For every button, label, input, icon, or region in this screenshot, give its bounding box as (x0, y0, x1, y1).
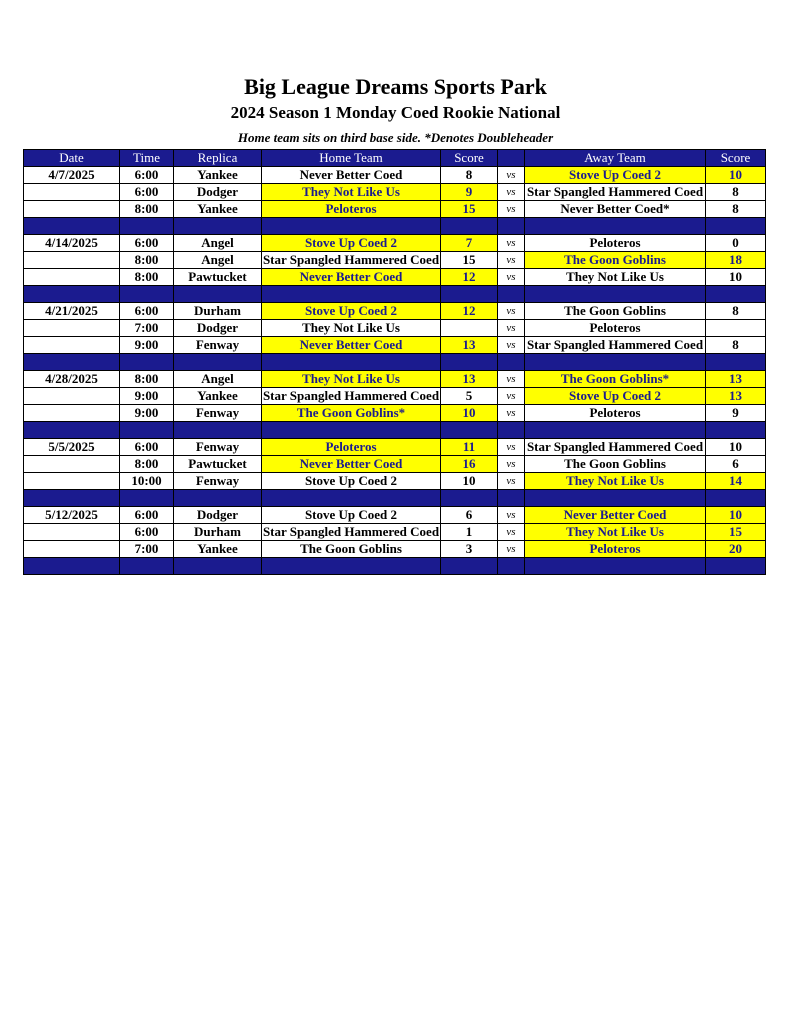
away-team-cell: Stove Up Coed 2 (525, 388, 706, 405)
replica-cell: Fenway (174, 473, 262, 490)
replica-cell: Yankee (174, 388, 262, 405)
vs-cell: vs (498, 184, 525, 201)
home-team-cell: Stove Up Coed 2 (262, 507, 441, 524)
page-title: Big League Dreams Sports Park (244, 74, 547, 99)
vs-cell: vs (498, 507, 525, 524)
date-cell (24, 405, 120, 422)
away-score-cell: 10 (706, 439, 766, 456)
time-cell: 9:00 (120, 405, 174, 422)
away-score-cell: 13 (706, 371, 766, 388)
date-cell (24, 388, 120, 405)
away-score-cell: 18 (706, 252, 766, 269)
home-score-cell: 1 (441, 524, 498, 541)
away-score-cell: 10 (706, 507, 766, 524)
vs-cell: vs (498, 524, 525, 541)
away-team-cell: Never Better Coed (525, 507, 706, 524)
header-row (24, 150, 766, 167)
time-cell: 7:00 (120, 320, 174, 337)
date-cell: 5/5/2025 (24, 439, 120, 456)
date-cell (24, 201, 120, 218)
away-team-cell: Star Spangled Hammered Coed (525, 337, 706, 354)
away-score-cell (706, 320, 766, 337)
time-cell: 8:00 (120, 269, 174, 286)
home-team-cell: They Not Like Us (262, 320, 441, 337)
col-header-home-score: Score (441, 150, 498, 167)
header-note: Home team sits on third base side. *Denotes Doubleheader (237, 130, 554, 145)
vs-cell: vs (498, 252, 525, 269)
vs-cell: vs (498, 388, 525, 405)
date-cell: 4/14/2025 (24, 235, 120, 252)
date-cell (24, 269, 120, 286)
home-score-cell: 12 (441, 269, 498, 286)
date-cell (24, 320, 120, 337)
time-cell: 6:00 (120, 303, 174, 320)
game-row (24, 456, 766, 473)
replica-cell: Dodger (174, 507, 262, 524)
home-team-cell: Star Spangled Hammered Coed (262, 388, 440, 403)
time-cell: 6:00 (120, 439, 174, 456)
date-cell (24, 337, 120, 354)
time-cell: 6:00 (120, 507, 174, 524)
week-separator-row (24, 286, 766, 303)
game-row (24, 235, 766, 252)
game-row (24, 405, 766, 422)
time-cell: 8:00 (120, 456, 174, 473)
date-cell (24, 456, 120, 473)
time-cell: 8:00 (120, 252, 174, 269)
replica-cell: Yankee (174, 201, 262, 218)
col-header-home-team: Home Team (262, 150, 441, 167)
home-score-cell: 3 (441, 541, 498, 558)
home-team-cell: Never Better Coed (262, 269, 441, 286)
col-header-time: Time (120, 150, 174, 167)
time-cell: 8:00 (120, 371, 174, 388)
away-team-cell: They Not Like Us (525, 473, 706, 490)
away-team-cell: The Goon Goblins (525, 252, 706, 269)
replica-cell: Dodger (174, 184, 262, 201)
home-team-cell: Never Better Coed (262, 337, 441, 354)
away-score-cell: 9 (706, 405, 766, 422)
game-row (24, 541, 766, 558)
week-separator-row (24, 422, 766, 439)
date-cell: 4/21/2025 (24, 303, 120, 320)
game-row (24, 303, 766, 320)
home-score-cell: 10 (441, 473, 498, 490)
date-cell: 4/7/2025 (24, 167, 120, 184)
away-score-cell: 15 (706, 524, 766, 541)
week-separator-row (24, 558, 766, 575)
col-header-date: Date (24, 150, 120, 167)
replica-cell: Fenway (174, 405, 262, 422)
replica-cell: Yankee (174, 541, 262, 558)
date-cell (24, 541, 120, 558)
time-cell: 9:00 (120, 388, 174, 405)
vs-cell: vs (498, 371, 525, 388)
away-team-cell: They Not Like Us (525, 269, 706, 286)
home-score-cell: 16 (441, 456, 498, 473)
schedule-body (24, 167, 766, 575)
home-team-cell: Stove Up Coed 2 (262, 303, 441, 320)
replica-cell: Angel (174, 235, 262, 252)
vs-cell: vs (498, 337, 525, 354)
time-cell: 6:00 (120, 235, 174, 252)
replica-cell: Fenway (174, 439, 262, 456)
vs-cell: vs (498, 201, 525, 218)
away-team-cell: Peloteros (525, 235, 706, 252)
home-score-cell: 7 (441, 235, 498, 252)
date-cell: 4/28/2025 (24, 371, 120, 388)
page-subtitle: 2024 Season 1 Monday Coed Rookie National (230, 103, 561, 122)
home-score-cell: 12 (441, 303, 498, 320)
game-row (24, 201, 766, 218)
vs-cell: vs (498, 269, 525, 286)
date-cell (24, 252, 120, 269)
vs-cell: vs (498, 303, 525, 320)
game-row (24, 167, 766, 184)
home-score-cell: 15 (441, 201, 498, 218)
vs-cell: vs (498, 405, 525, 422)
time-cell: 10:00 (120, 473, 174, 490)
away-team-cell: Peloteros (525, 320, 706, 337)
home-team-cell: Never Better Coed (262, 456, 441, 473)
time-cell: 8:00 (120, 201, 174, 218)
home-score-cell: 5 (441, 388, 498, 405)
away-score-cell: 20 (706, 541, 766, 558)
away-team-cell: Peloteros (525, 405, 706, 422)
home-score-cell: 11 (441, 439, 498, 456)
away-score-cell: 13 (706, 388, 766, 405)
time-cell: 6:00 (120, 167, 174, 184)
vs-cell: vs (498, 439, 525, 456)
home-team-cell: They Not Like Us (262, 184, 441, 201)
away-score-cell: 8 (706, 201, 766, 218)
game-row (24, 269, 766, 286)
time-cell: 6:00 (120, 184, 174, 201)
date-cell (24, 524, 120, 541)
away-team-cell: The Goon Goblins* (525, 371, 706, 388)
schedule-table (23, 149, 766, 575)
replica-cell: Durham (174, 524, 262, 541)
game-row (24, 320, 766, 337)
away-team-cell: Peloteros (525, 541, 706, 558)
replica-cell: Yankee (174, 167, 262, 184)
col-header-away-team: Away Team (525, 150, 706, 167)
home-team-cell: The Goon Goblins (262, 541, 441, 558)
time-cell: 7:00 (120, 541, 174, 558)
home-score-cell (441, 320, 498, 337)
home-score-cell: 13 (441, 371, 498, 388)
home-team-cell: Stove Up Coed 2 (262, 473, 441, 490)
vs-cell: vs (498, 541, 525, 558)
game-row (24, 524, 766, 541)
away-score-cell: 6 (706, 456, 766, 473)
vs-cell: vs (498, 320, 525, 337)
away-score-cell: 10 (706, 269, 766, 286)
week-separator-row (24, 354, 766, 371)
vs-cell: vs (498, 456, 525, 473)
game-row (24, 371, 766, 388)
col-header-replica: Replica (174, 150, 262, 167)
game-row (24, 337, 766, 354)
away-team-cell: Stove Up Coed 2 (525, 167, 706, 184)
date-cell: 5/12/2025 (24, 507, 120, 524)
home-score-cell: 13 (441, 337, 498, 354)
date-cell (24, 184, 120, 201)
away-team-cell: They Not Like Us (525, 524, 706, 541)
time-cell: 9:00 (120, 337, 174, 354)
time-cell: 6:00 (120, 524, 174, 541)
replica-cell: Fenway (174, 337, 262, 354)
replica-cell: Angel (174, 371, 262, 388)
date-cell (24, 473, 120, 490)
game-row (24, 388, 766, 405)
home-team-cell: Star Spangled Hammered Coed (262, 524, 440, 539)
game-row (24, 507, 766, 524)
game-row (24, 473, 766, 490)
vs-cell: vs (498, 235, 525, 252)
away-team-cell: Never Better Coed* (525, 201, 706, 218)
home-score-cell: 15 (441, 252, 498, 269)
away-team-cell: The Goon Goblins (525, 456, 706, 473)
away-score-cell: 10 (706, 167, 766, 184)
game-row (24, 252, 766, 269)
week-separator-row (24, 490, 766, 507)
replica-cell: Pawtucket (174, 456, 262, 473)
home-team-cell: Peloteros (262, 439, 441, 456)
home-score-cell: 6 (441, 507, 498, 524)
replica-cell: Dodger (174, 320, 262, 337)
away-score-cell: 8 (706, 184, 766, 201)
home-score-cell: 8 (441, 167, 498, 184)
away-team-cell: The Goon Goblins (525, 303, 706, 320)
away-team-cell: Star Spangled Hammered Coed (525, 439, 706, 456)
replica-cell: Durham (174, 303, 262, 320)
away-score-cell: 14 (706, 473, 766, 490)
game-row (24, 184, 766, 201)
home-team-cell: They Not Like Us (262, 371, 441, 388)
away-score-cell: 8 (706, 337, 766, 354)
week-separator-row (24, 218, 766, 235)
game-row (24, 439, 766, 456)
replica-cell: Angel (174, 252, 262, 269)
vs-cell: vs (498, 473, 525, 490)
home-score-cell: 9 (441, 184, 498, 201)
home-team-cell: Stove Up Coed 2 (262, 235, 441, 252)
home-team-cell: Star Spangled Hammered Coed (262, 252, 440, 267)
home-team-cell: Never Better Coed (262, 167, 441, 184)
col-header-vs (498, 150, 525, 167)
col-header-away-score: Score (706, 150, 766, 167)
away-score-cell: 0 (706, 235, 766, 252)
home-score-cell: 10 (441, 405, 498, 422)
home-team-cell: The Goon Goblins* (262, 405, 441, 422)
away-score-cell: 8 (706, 303, 766, 320)
vs-cell: vs (498, 167, 525, 184)
home-team-cell: Peloteros (262, 201, 441, 218)
away-team-cell: Star Spangled Hammered Coed (525, 184, 706, 201)
replica-cell: Pawtucket (174, 269, 262, 286)
